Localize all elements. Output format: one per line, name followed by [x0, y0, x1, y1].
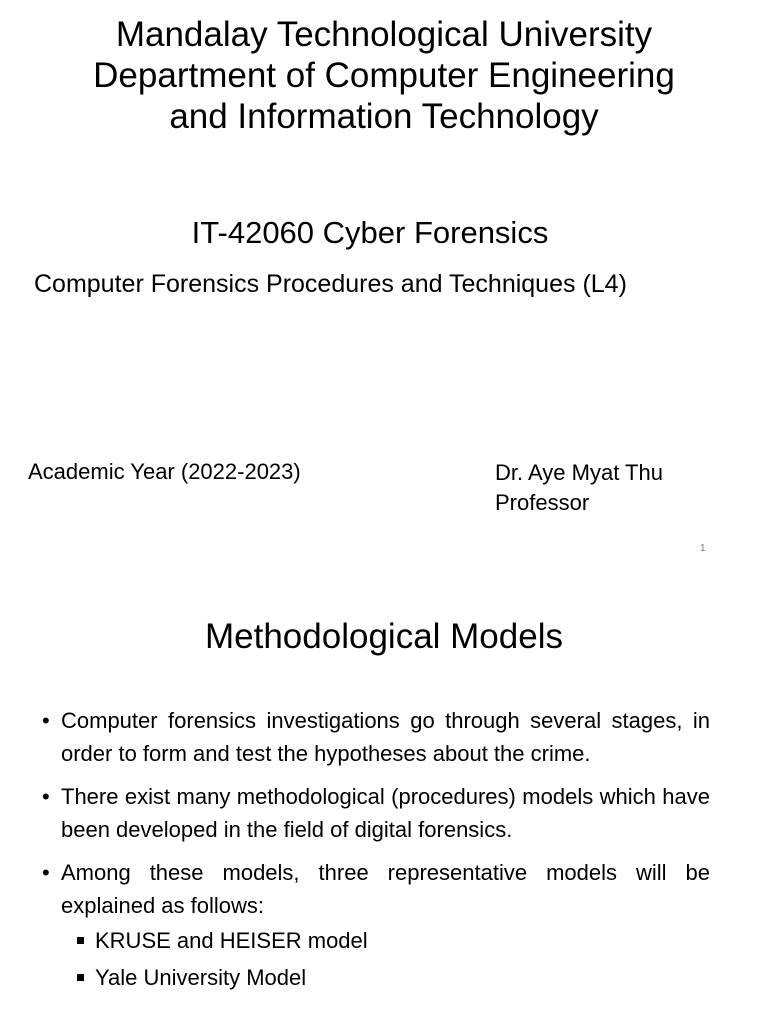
- slide-2: [0, 580, 768, 1024]
- course-title: IT-42060 Cyber Forensics: [191, 215, 549, 250]
- sub-bullet-item: KRUSE and HEISER model: [61, 922, 710, 959]
- lecture-title: Computer Forensics Procedures and Techniques (L4): [34, 270, 627, 298]
- bullet-list: [61, 704, 710, 1006]
- slide-number: 1: [700, 543, 706, 554]
- sub-bullet-item: Yale University Model: [61, 959, 710, 996]
- title-line-2: Department of Computer Engineering: [93, 56, 675, 95]
- bullet-item: [61, 856, 710, 996]
- university-title: [0, 14, 768, 137]
- title-line-1: Mandalay Technological University: [115, 15, 653, 54]
- presenter-name: Dr. Aye Myat Thu: [495, 460, 663, 485]
- presenter-info: [495, 458, 663, 518]
- sub-bullet-list: [61, 922, 710, 996]
- slide-title: Methodological Models: [205, 617, 563, 656]
- bullet-text: Among these models, three representative models will be explained as follows:: [61, 860, 710, 918]
- academic-year: Academic Year (2022-2023): [28, 459, 301, 484]
- title-line-3: and Information Technology: [169, 97, 599, 136]
- bullet-item: • Computer forensics investigations go through several stages, in order to form and test the hypotheses about the crime.: [61, 704, 710, 770]
- presenter-role: Professor: [495, 490, 590, 515]
- bullet-item: • There exist many methodological (procedures) models which have been developed in the field of digital forensics.: [61, 780, 710, 846]
